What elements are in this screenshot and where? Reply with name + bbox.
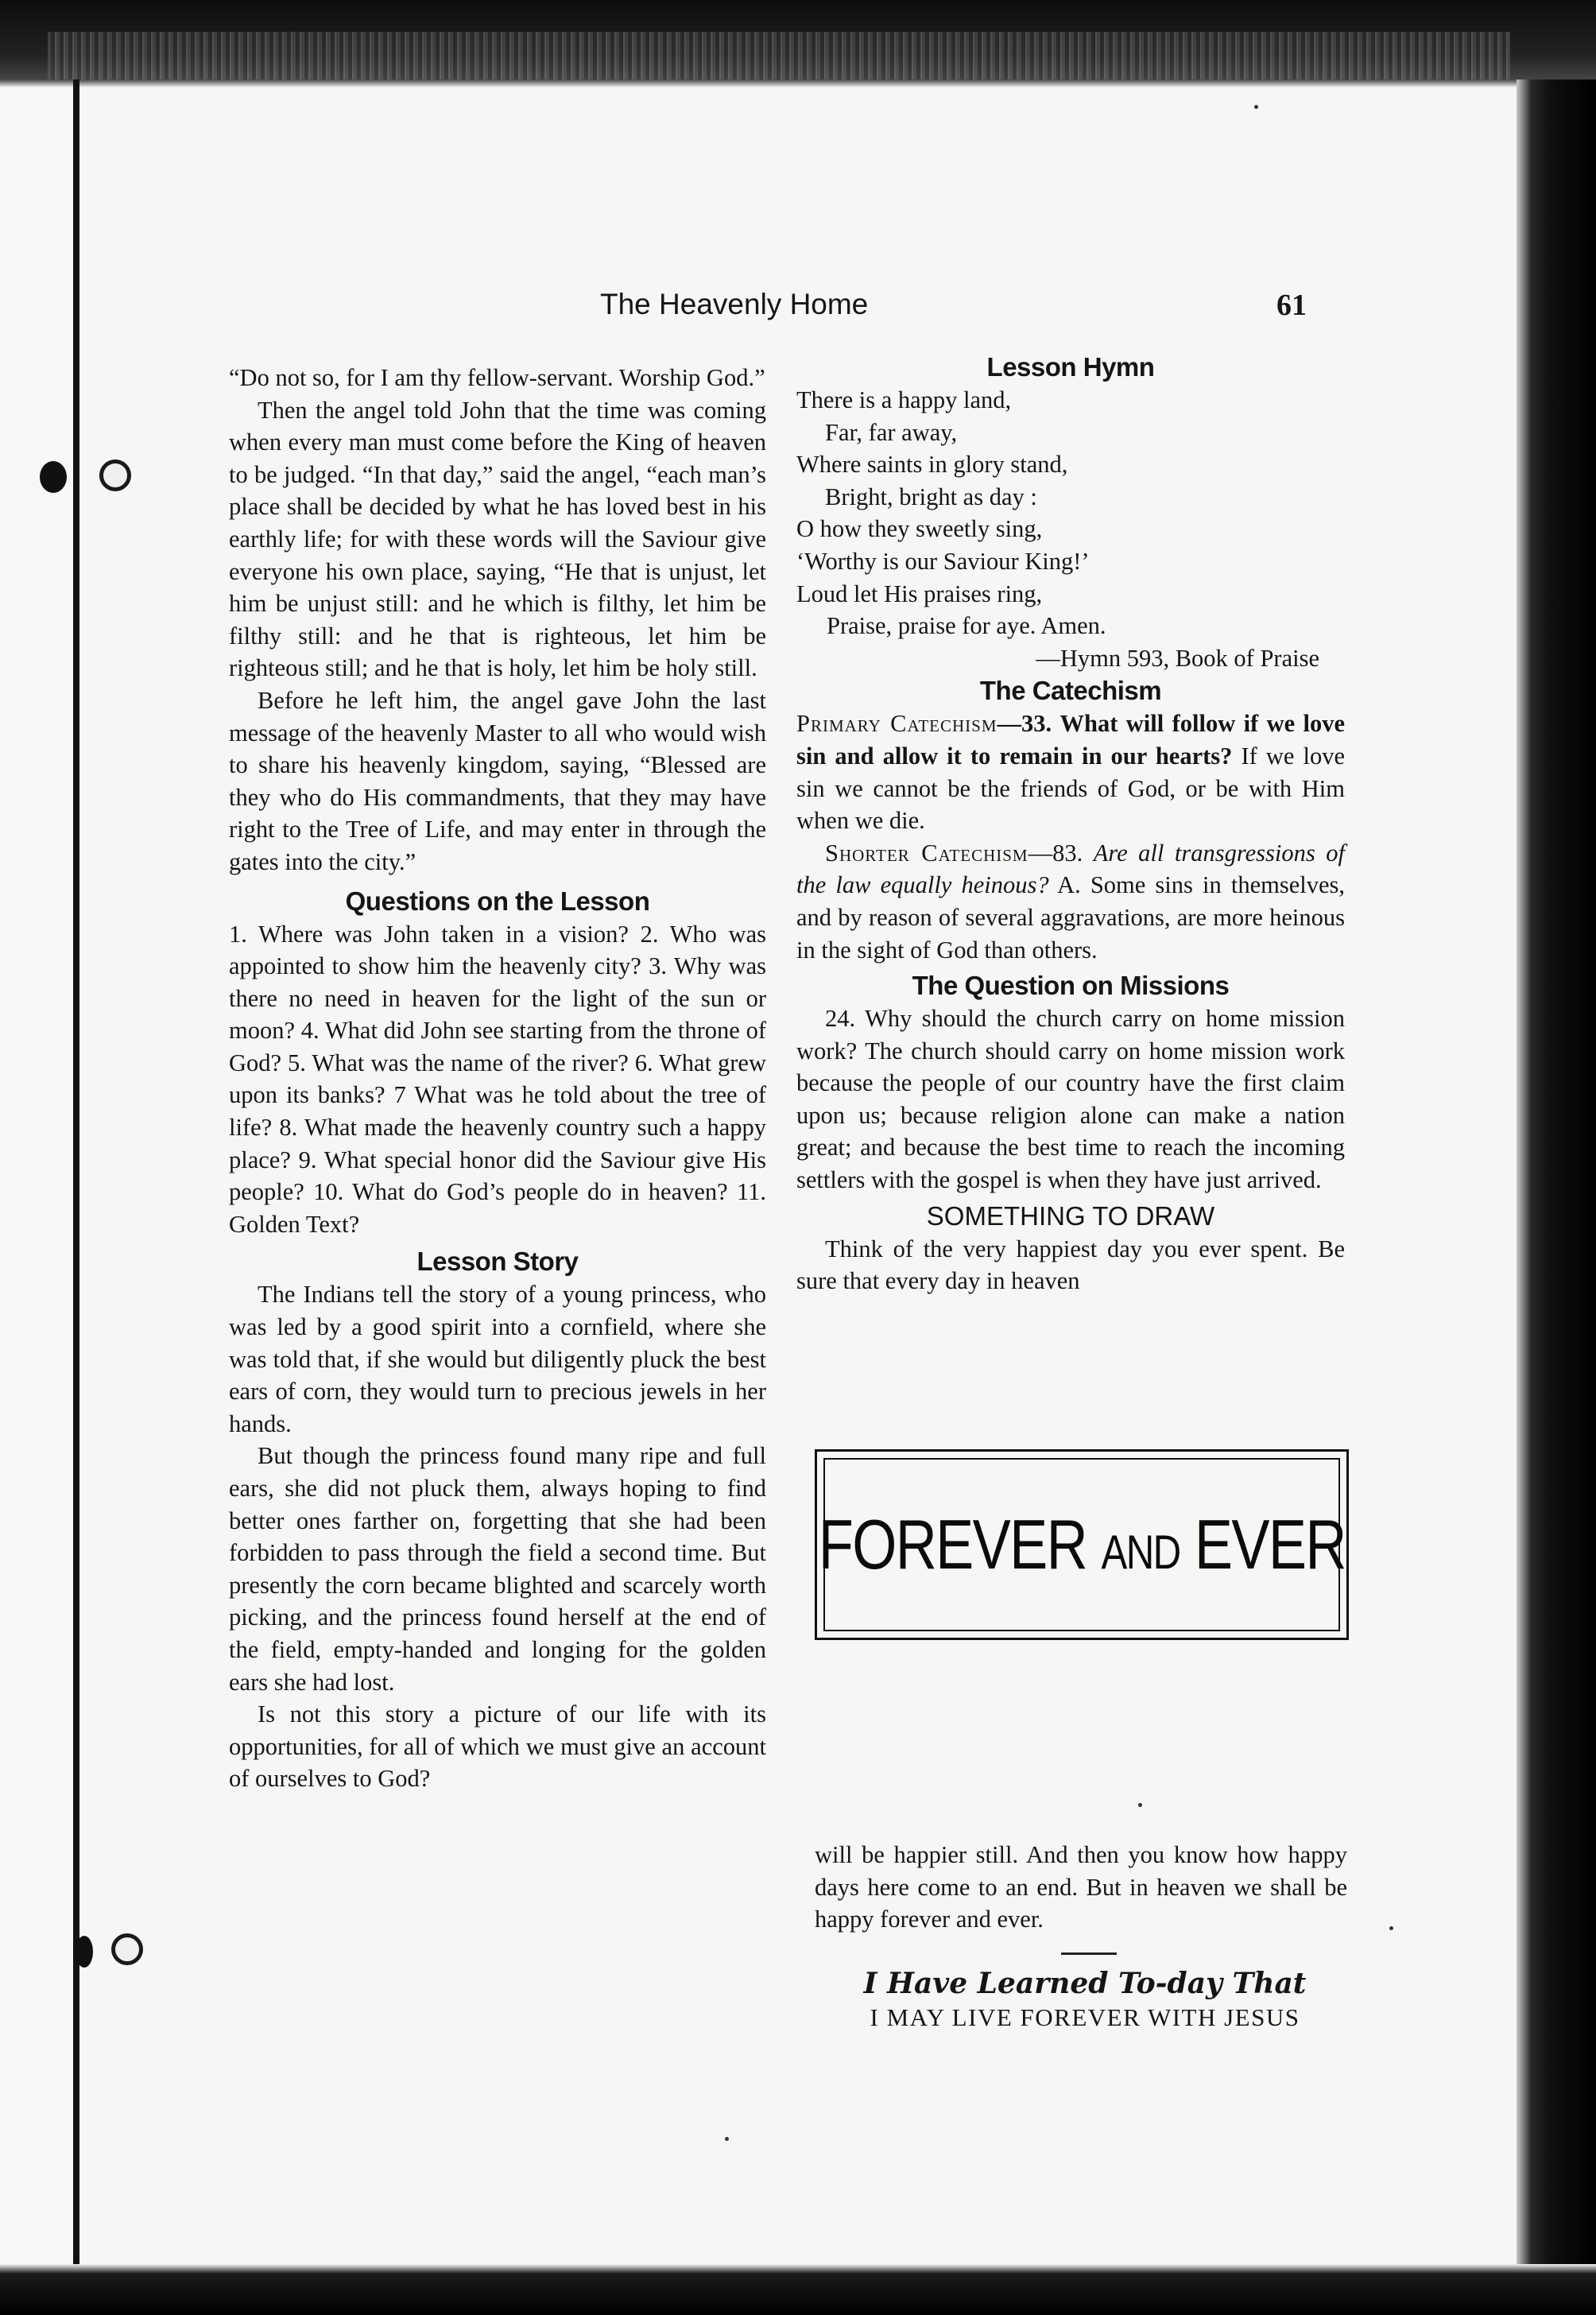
hymn-source: —Hymn 593, Book of Praise: [1036, 644, 1319, 672]
story-paragraph: Is not this story a picture of our life with its opportunities, for all of which we must give an account of ourselves to God?: [229, 1700, 766, 1793]
draw-word-forever: FOREVER: [818, 1505, 1087, 1584]
running-title: The Heavenly Home: [600, 288, 869, 320]
draw-word-and: AND: [1101, 1526, 1180, 1579]
page-number: 61: [1276, 289, 1307, 322]
draw-box-inner-border: [818, 1458, 1346, 1631]
shorter-catechism-number: —83.: [1028, 839, 1083, 867]
shorter-catechism: [796, 837, 1345, 966]
punch-hole-icon: [40, 461, 67, 493]
hymn-line: There is a happy land,: [796, 386, 1012, 413]
paragraph-judgment: Then the angel told John that the time was coming when every man must come before the King of heaven to be judged. “In that day,” said the angel, “each man’s place shall be decided by what he has loved best in his earthly life; for with these words will the Saviour give everyone his own place, saying, “He that is unjust, let him be unjust still: and he which is filthy, let him be filthy still: and he that is righteous, let him be righteous still; and he that is holy, let him be holy still.: [229, 396, 766, 682]
story-paragraph: But though the princess found many ripe and full ears, she did not pluck them, always hoping to find better ones farther on, forgetting that she had been forbidden to pass through the field a second time. But presently the corn became blighted and scarcely worth picking, and the princess found herself at the end of the field, empty-handed and longing for the golden ears she had lost.: [229, 1442, 766, 1696]
draw-word-ever: EVER: [1194, 1505, 1346, 1584]
hymn-line: Praise, praise for aye. Amen.: [827, 612, 1106, 640]
primary-catechism-answer: If we love sin we cannot be the friends of God, or be with Him when we die.: [796, 742, 1346, 835]
scan-noise: [48, 32, 1510, 79]
hymn-line: ‘Worthy is our Saviour King!’: [796, 547, 1090, 575]
learned-heading: I Have Learned To-day That: [863, 1967, 1307, 2000]
hymn-line: Loud let His praises ring,: [796, 580, 1043, 607]
missions-text: 24. Why should the church carry on home mission work? The church should carry on home mission work because the people of our country have the first claim upon us; because religion alone can make a nation great; and because the best time to reach the incoming settlers with the gospel is when they have just arrived.: [796, 1005, 1345, 1194]
divider-rule: [1061, 1952, 1117, 1955]
questions-list: 1. Where was John taken in a vision? 2. Who was appointed to show him the heavenly city? 3. Why was there no need in heaven for the light of the sun or moon? 4. What did John see starting from the throne of God? 5. What was the name of the river? 6. What grew upon its banks? 7 What was he told about the tree of life? 8. What made the heavenly country such a happy place? 9. What special honor did the Saviour give His people? 10. What do God’s people do in heaven? 11. Golden Text?: [229, 920, 766, 1238]
hymn-line: Bright, bright as day :: [825, 483, 1037, 510]
left-column: [229, 362, 766, 1795]
hymn-heading: Lesson Hymn: [986, 352, 1155, 382]
punch-hole-icon: [76, 1936, 93, 1968]
right-column: [796, 351, 1345, 1297]
draw-box: [815, 1449, 1349, 1640]
questions-heading: Questions on the Lesson: [345, 886, 650, 916]
primary-catechism-label: Primary Catechism: [796, 710, 998, 738]
draw-conclusion: will be happier still. And then you know how happy days here come to an end. But in heaven we shall be happy forever and ever.: [815, 1841, 1347, 1933]
binding-edge: [73, 79, 79, 2315]
punch-hole-icon: [111, 1933, 143, 1965]
scan-speck: [1254, 105, 1258, 109]
scan-speck: [1389, 1926, 1393, 1930]
shorter-catechism-label: Shorter Catechism: [825, 839, 1028, 867]
shorter-catechism-answer: A. Some sins in themselves, and by reason of several aggravations, are more heinous in the sight of God than others.: [796, 871, 1346, 964]
draw-heading: SOMETHING TO DRAW: [926, 1200, 1215, 1231]
shorter-catechism-question: Are all transgressions of the law equally heinous?: [796, 839, 1345, 899]
missions-heading: The Question on Missions: [912, 971, 1230, 1001]
story-paragraph: The Indians tell the story of a young princess, who was led by a good spirit into a cornfield, where she was told that, if she would but diligently pluck the best ears of corn, they would turn to precious jewels in her hands.: [229, 1281, 766, 1437]
opening-quote: “Do not so, for I am thy fellow-servant. Worship God.”: [229, 364, 765, 391]
scan-speck: [725, 2137, 729, 2141]
hymn-verse: [796, 384, 1345, 642]
scan-speck: [1138, 1803, 1142, 1807]
primary-catechism: [796, 708, 1345, 836]
primary-catechism-number: —33.: [997, 710, 1052, 738]
primary-catechism-question: What will follow if we love sin and allow it to remain in our hearts?: [796, 710, 1346, 770]
story-heading: Lesson Story: [416, 1247, 579, 1277]
scan-border-right: [1517, 79, 1596, 2315]
hymn-line: Far, far away,: [825, 418, 958, 446]
learned-text: I MAY LIVE FOREVER WITH JESUS: [870, 2003, 1300, 2031]
hymn-line: O how they sweetly sing,: [796, 515, 1043, 543]
catechism-heading: The Catechism: [979, 676, 1162, 706]
paragraph-last-message: Before he left him, the angel gave John the last message of the heavenly Master to all who would wish to share his heavenly kingdom, saying, “Blessed are they who do His commandments, that they may have right to the Tree of Life, and may enter in through the gates into the city.”: [229, 686, 766, 875]
punch-hole-icon: [99, 460, 131, 491]
draw-box-lettering: [818, 1504, 1345, 1585]
learned-today-block: [819, 1965, 1351, 2034]
draw-conclusion-block: [815, 1839, 1347, 1936]
draw-intro: Think of the very happiest day you ever spent. Be sure that every day in heaven: [796, 1235, 1345, 1295]
scan-border-bottom: [0, 2264, 1596, 2315]
hymn-line: Where saints in glory stand,: [796, 451, 1068, 479]
scan-margin-left: [0, 87, 76, 2315]
